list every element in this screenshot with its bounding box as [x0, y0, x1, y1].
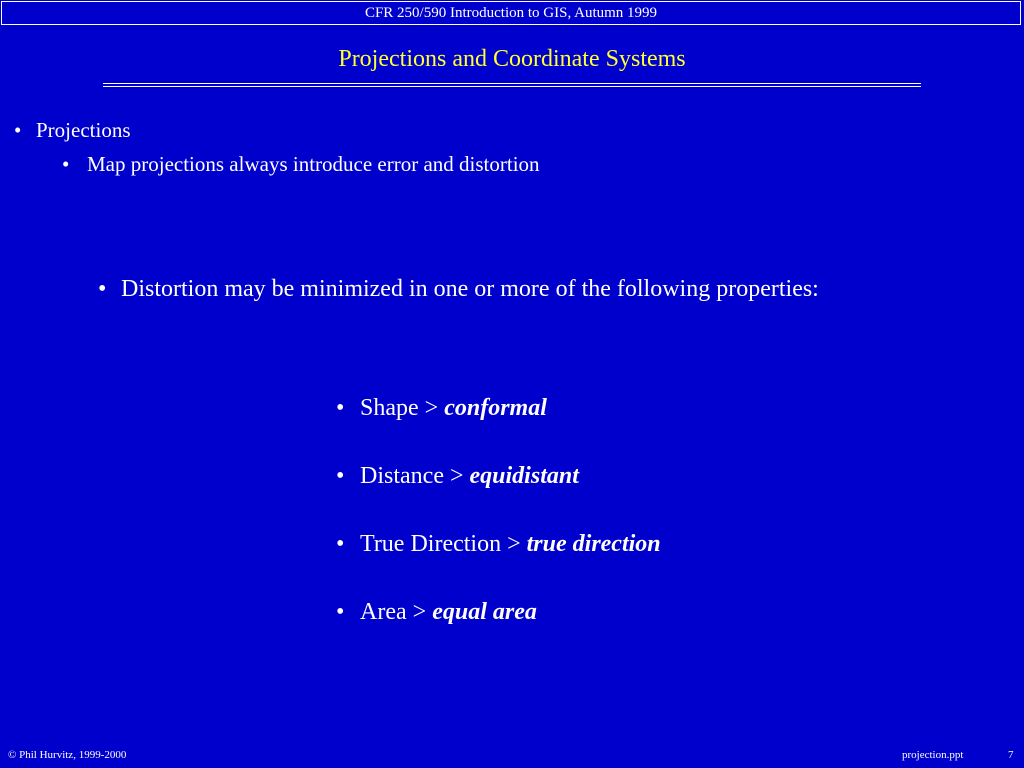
property-arrow: > [449, 463, 464, 489]
property-arrow: > [424, 395, 439, 421]
property-arrow: > [412, 599, 427, 625]
property-arrow: > [507, 531, 521, 557]
course-header-text: CFR 250/590 Introduction to GIS, Autumn 1999 [364, 5, 658, 21]
slide-title: Projections and Coordinate Systems [338, 46, 686, 72]
bullet-error-distortion [62, 150, 540, 178]
course-header [1, 1, 1021, 25]
bullet-dot: • [336, 463, 345, 489]
property-term: true direction [526, 531, 661, 557]
property-shape [336, 392, 547, 424]
property-name: True Direction [360, 531, 502, 557]
bullet-text: Distortion may be minimized in one or more of the following properties: [121, 276, 819, 302]
title-underline-bottom [103, 86, 921, 87]
bullet-projections [14, 116, 131, 144]
property-term: conformal [444, 395, 547, 421]
bullet-dot: • [14, 118, 22, 142]
bullet-dot: • [336, 599, 345, 625]
footer-page-number: 7 [1008, 749, 1014, 761]
bullet-dot: • [336, 531, 345, 557]
property-area [336, 596, 537, 628]
bullet-text: Map projections always introduce error and distortion [87, 152, 540, 176]
footer-copyright: © Phil Hurvitz, 1999-2000 [8, 749, 127, 761]
property-name: Shape [360, 395, 419, 421]
bullet-dot: • [98, 276, 107, 302]
property-term: equidistant [469, 463, 579, 489]
footer-filename: projection.ppt [902, 749, 964, 761]
property-term: equal area [432, 599, 537, 625]
property-distance [336, 460, 579, 492]
bullet-dot: • [62, 152, 70, 176]
bullet-distortion-minimized [98, 273, 819, 305]
property-name: Area [360, 599, 407, 625]
property-true-direction [336, 528, 661, 560]
property-name: Distance [360, 463, 444, 489]
bullet-dot: • [336, 395, 345, 421]
title-underline-top [103, 83, 921, 84]
bullet-text: Projections [36, 118, 131, 142]
